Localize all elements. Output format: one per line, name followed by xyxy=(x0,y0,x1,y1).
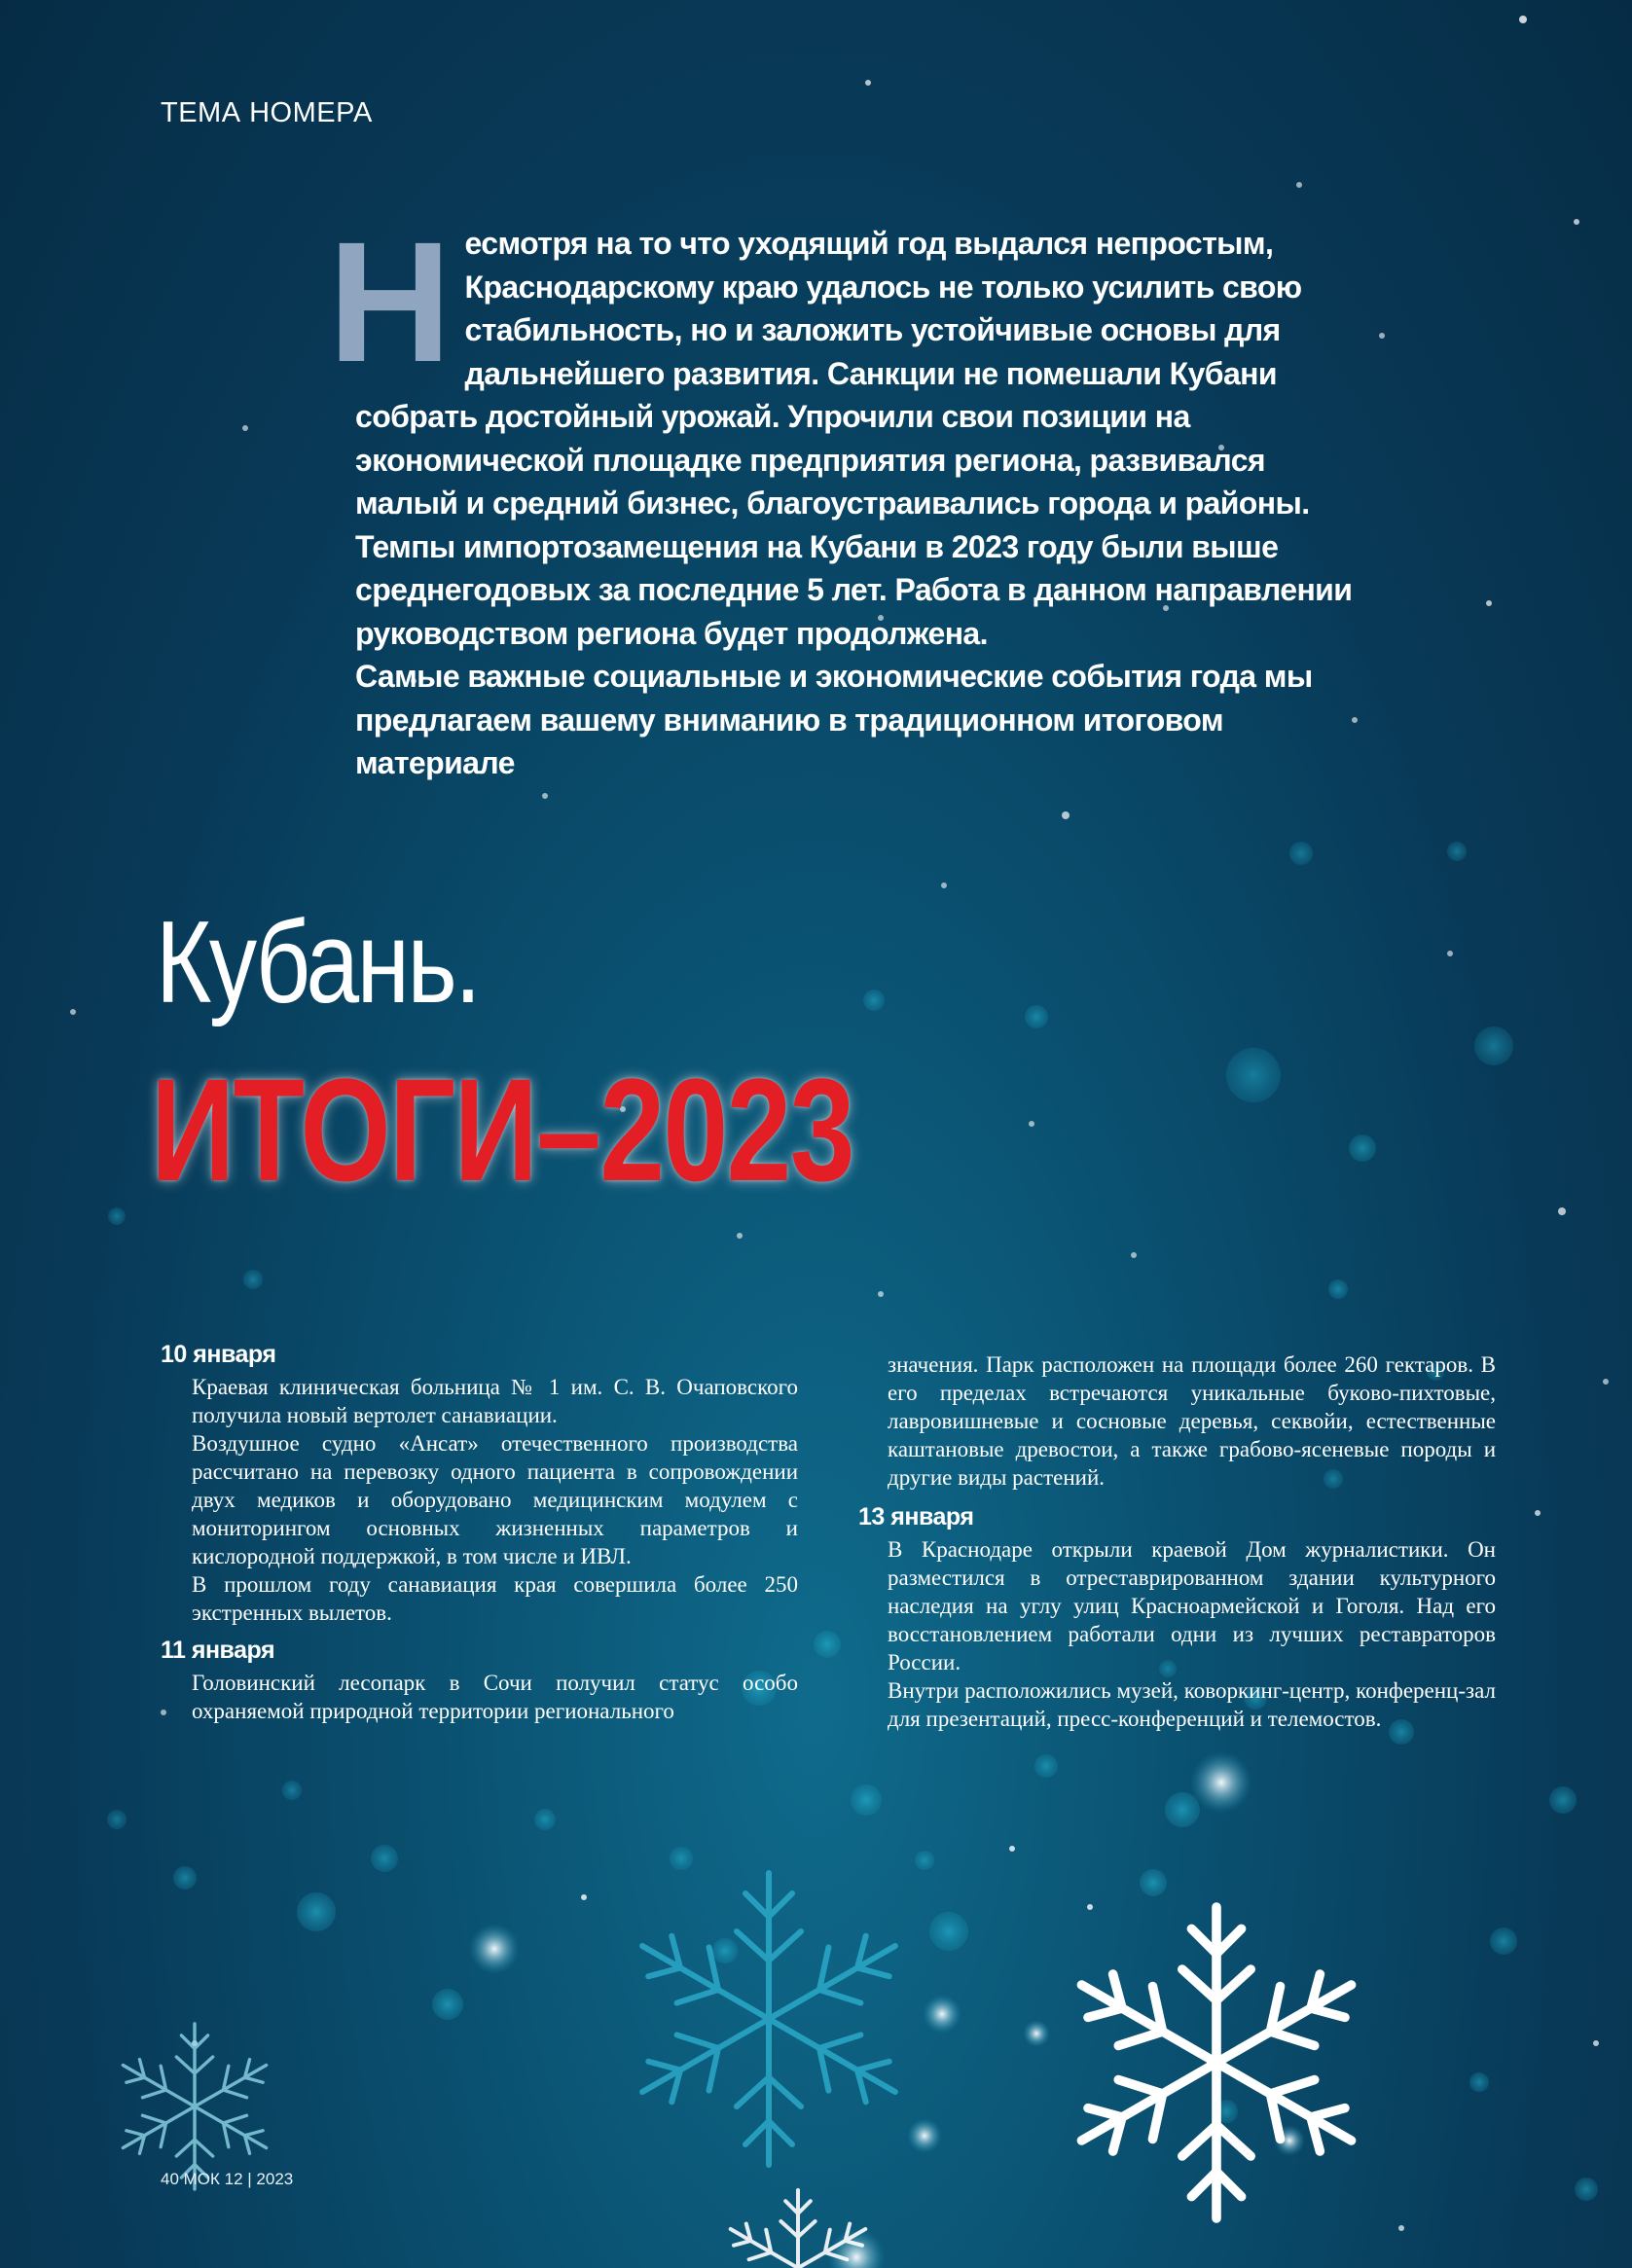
column-left xyxy=(161,1341,798,1735)
headline-kuban: Кубань. xyxy=(156,897,480,1027)
event-date: 10 января xyxy=(161,1341,276,1368)
headline-itogi: ИТОГИ–2023 xyxy=(151,1048,853,1211)
event-paragraph: Головинский лесопарк в Сочи получил статус особо охраняемой природной территории регионального xyxy=(192,1671,798,1723)
glow-lights xyxy=(469,1751,1305,2268)
snowflake-small-left xyxy=(114,2024,275,2189)
section-label: ТЕМА НОМЕРА xyxy=(161,97,373,128)
drop-cap: Н xyxy=(328,207,452,398)
event-date: 11 января xyxy=(161,1637,275,1664)
event-paragraph: В Краснодаре открыли краевой Дом журналистики. Он разместился в отреставрированном здании культурного наследия на углу улиц Красноармейской и Гоголя. Над его восстановлением работали одни из лучших реставраторов России. xyxy=(888,1537,1496,1674)
snowflake-white-right xyxy=(1065,1907,1368,2218)
event-paragraph: В прошлом году санавиация края совершила более 250 экстренных вылетов. xyxy=(192,1572,798,1625)
event-paragraph: Воздушное судно «Ансат» отечественного производства рассчитано на перевозку одного пациента в сопровождении двух медиков и оборудовано медицинским модулем с мониторингом основных жизненных параметров и кислородной поддержкой, в том числе и ИВЛ. xyxy=(192,1431,798,1568)
event-paragraph: Внутри расположились музей, коворкинг-центр, конференц-зал для презентаций, пресс-конференций и телемостов. xyxy=(888,1678,1496,1731)
intro-paragraph: есмотря на то что уходящий год выдался непростым, Краснодарскому краю удалось не только усилить свою стабильность, но и заложить устойчивые основы для дальнейшего развития. Санкции не помешали Кубани собрать достойный урожай. Упрочили свои позиции на экономической площадке предприятия региона, развивался малый и средний бизнес, благоустраивались города и районы. xyxy=(355,226,1310,521)
intro-lead xyxy=(328,207,1367,785)
event-text xyxy=(888,1350,1496,1492)
event-paragraph: значения. Парк расположен на площади более 260 гектаров. В его пределах встречаются уникальные буково-пихтовые, лавровишневые и сосновые деревья, секвойи, естественные каштановые древостои, а также грабово-ясеневые породы и другие виды растений. xyxy=(888,1352,1496,1490)
event-text xyxy=(192,1669,798,1725)
page-footer: 40 МОК 12 | 2023 xyxy=(161,2170,294,2188)
column-right xyxy=(858,1350,1496,1743)
intro-paragraph: Самые важные социальные и экономические события года мы предлагаем вашему вниманию в традиционном итоговом материале xyxy=(355,659,1313,780)
event-paragraph: Краевая клиническая больница № 1 им. С. В. Очаповского получила новый вертолет санавиации. xyxy=(192,1375,798,1427)
event-text xyxy=(192,1373,798,1627)
intro-paragraph: Темпы импортозамещения на Кубани в 2023 году были выше среднегодовых за последние 5 лет. Работа в данном направлении руководством региона будет продолжена. xyxy=(355,528,1353,651)
snowflake-teal-center xyxy=(627,1873,912,2165)
event-date: 13 января xyxy=(858,1503,974,1530)
event-text xyxy=(888,1535,1496,1733)
